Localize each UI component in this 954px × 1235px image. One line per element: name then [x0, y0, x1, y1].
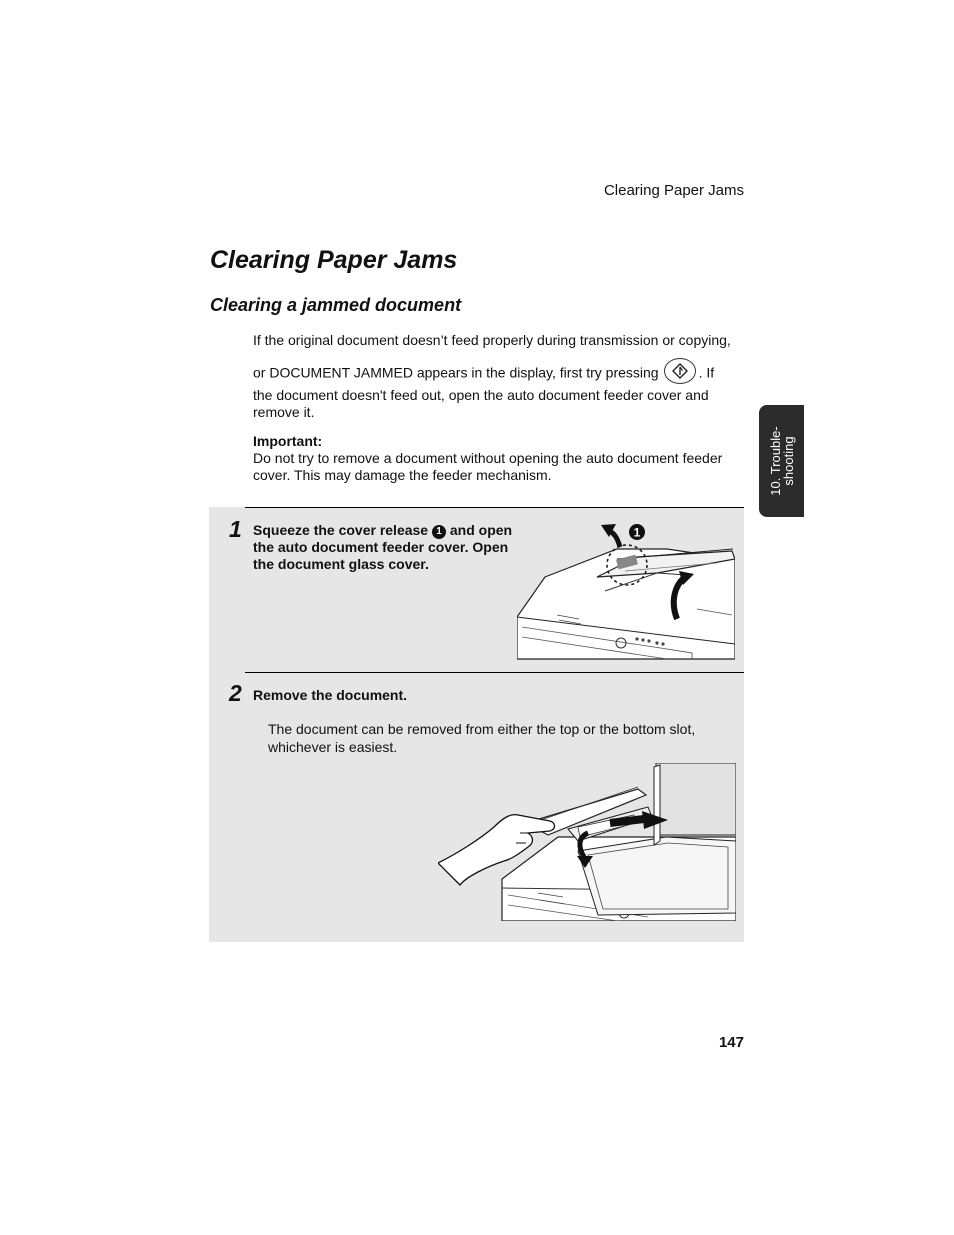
callout-1-icon: 1 — [432, 525, 446, 539]
intro-line-2 — [253, 361, 733, 387]
page-title: Clearing Paper Jams — [210, 246, 458, 274]
steps-panel — [209, 507, 744, 942]
important-label: Important: — [253, 433, 323, 449]
illustration-callout-1-label: 1 — [633, 525, 641, 540]
intro-line-1: If the original document doesn’t feed properly during transmission or copying, — [253, 332, 731, 348]
feeder-cover-illustration — [517, 519, 735, 661]
intro-line-2-end: . If — [698, 364, 715, 381]
remove-document-illustration — [438, 763, 736, 921]
chapter-tab — [759, 405, 804, 517]
step-1-text — [253, 522, 523, 573]
step-2-text: Remove the document. — [253, 687, 408, 703]
page-number: 147 — [718, 1034, 744, 1051]
chapter-tab-line-2: shooting — [780, 436, 796, 486]
step-2-number: 2 — [229, 680, 242, 706]
intro-line-2-text: or DOCUMENT JAMMED appears in the display, first try pressing — [253, 364, 659, 381]
important-note — [253, 433, 733, 484]
intro-paragraph — [253, 332, 733, 421]
running-head: Clearing Paper Jams — [603, 182, 744, 199]
important-text: Do not try to remove a document without opening the auto document feeder cover. This may damage the feeder mechanism. — [253, 450, 723, 483]
step-1-rule — [245, 507, 744, 508]
step-1-text-end: and open the auto document feeder cover. Open the document glass cover. — [253, 522, 513, 572]
step-2-note: The document can be removed from either the top or the bottom slot, whichever is easiest. — [268, 721, 696, 755]
step-1-text-start: Squeeze the cover release — [253, 522, 429, 538]
section-title: Clearing a jammed document — [210, 295, 462, 315]
step-2-rule — [245, 672, 744, 673]
intro-line-3: the document doesn't feed out, open the auto document feeder cover and remove it. — [253, 387, 709, 420]
chapter-tab-label — [769, 426, 795, 495]
step-1-number: 1 — [229, 516, 242, 542]
start-key-icon — [664, 358, 696, 384]
chapter-tab-line-1: 10. Trouble- — [767, 426, 783, 496]
